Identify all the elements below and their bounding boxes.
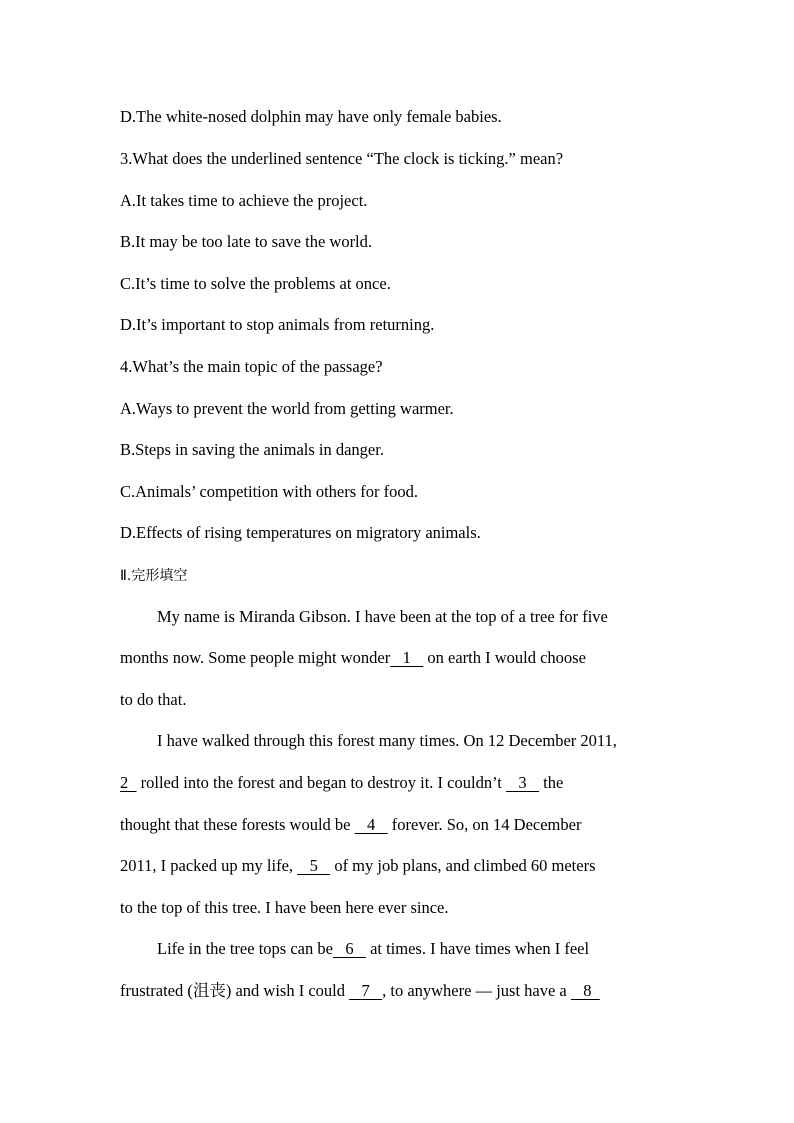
- q3-option-a: A.It takes time to achieve the project.: [120, 191, 368, 210]
- blank-2: 2: [120, 773, 137, 792]
- q4-option-a: A.Ways to prevent the world from getting warmer.: [120, 399, 454, 418]
- passage-line: to the top of this tree. I have been here ever since.: [120, 898, 449, 917]
- passage-line: Life in the tree tops can be 6 at times. I have times when I feel: [157, 939, 590, 958]
- q4-option-d: D.Effects of rising temperatures on migratory animals.: [120, 523, 481, 542]
- q3-option-c: C.It’s time to solve the problems at once.: [120, 274, 391, 293]
- q3-option-d: D.It’s important to stop animals from returning.: [120, 315, 435, 334]
- passage-line: to do that.: [120, 690, 187, 709]
- blank-8: 8: [570, 981, 600, 1000]
- blank-6: 6: [332, 939, 366, 958]
- q4-option-c: C.Animals’ competition with others for food.: [120, 482, 419, 501]
- q2-option-d: D.The white-nosed dolphin may have only female babies.: [120, 107, 502, 126]
- passage-line: I have walked through this forest many times. On 12 December 2011,: [157, 731, 617, 750]
- blank-3: 3: [506, 773, 539, 792]
- section-heading: Ⅱ.完形填空: [120, 568, 188, 584]
- passage-line: frustrated (沮丧) and wish I could 7 , to anywhere — just have a 8: [120, 981, 600, 1000]
- passage-line: thought that these forests would be 4 forever. So, on 14 December: [120, 815, 582, 834]
- passage-line: My name is Miranda Gibson. I have been at the top of a tree for five: [157, 607, 608, 626]
- passage-line: 2 rolled into the forest and began to destroy it. I couldn’t 3 the: [120, 773, 564, 792]
- blank-1: 1: [390, 648, 424, 667]
- blank-7: 7: [349, 981, 383, 1000]
- passage-line: 2011, I packed up my life, 5 of my job plans, and climbed 60 meters: [120, 856, 596, 875]
- q3-option-b: B.It may be too late to save the world.: [120, 232, 373, 251]
- passage-line: months now. Some people might wonder 1 on earth I would choose: [120, 648, 586, 667]
- q3-question: 3.What does the underlined sentence “The clock is ticking.” mean?: [120, 149, 564, 168]
- blank-4: 4: [354, 815, 388, 834]
- blank-5: 5: [297, 856, 331, 875]
- q4-option-b: B.Steps in saving the animals in danger.: [120, 440, 384, 459]
- q4-question: 4.What’s the main topic of the passage?: [120, 357, 383, 376]
